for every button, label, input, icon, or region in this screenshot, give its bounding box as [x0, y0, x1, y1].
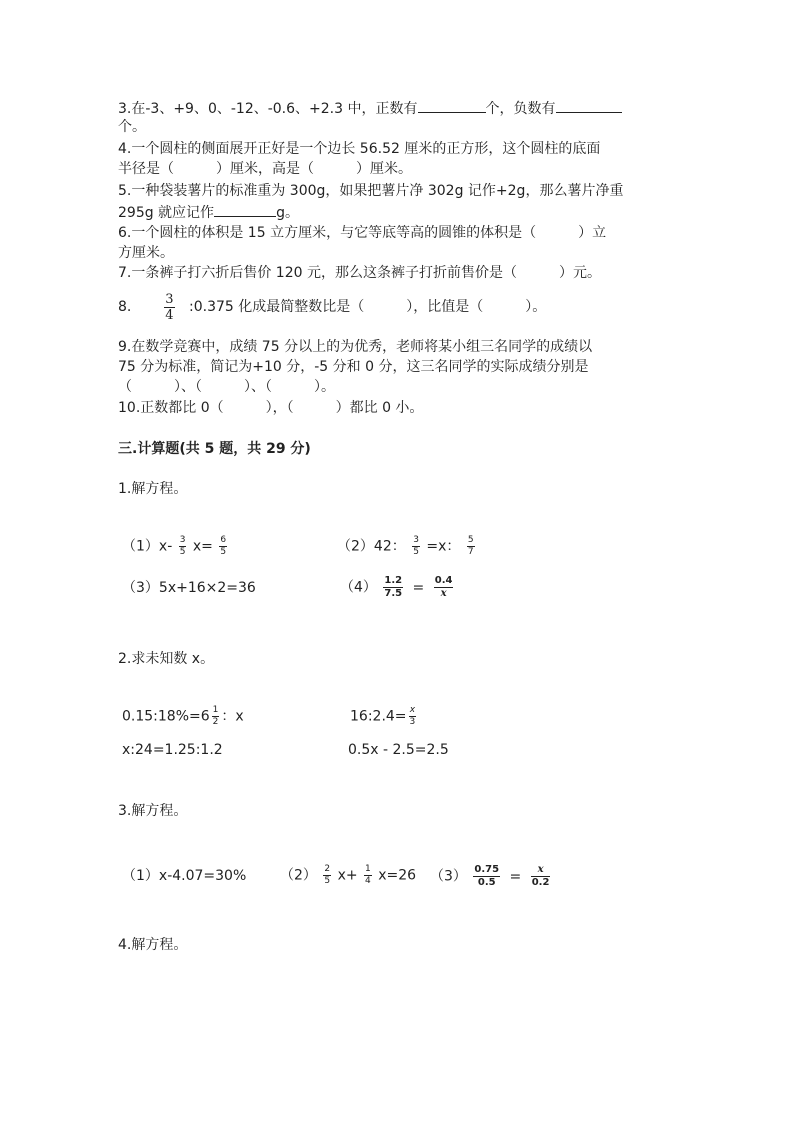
q8-frac-denominator: 4	[165, 307, 174, 323]
numerator: 2	[324, 864, 331, 874]
calc-1-p2-mid: =x：	[426, 538, 461, 555]
calc-1-p4-prefix: （4）	[340, 579, 377, 596]
calc-3-problem-2	[280, 865, 416, 886]
q8-fraction	[164, 293, 174, 322]
calc-1-p1-frac-1	[179, 536, 187, 557]
numerator: x	[537, 864, 544, 875]
calc-2-problem-d: 0.5x - 2.5=2.5	[348, 742, 449, 758]
question-6-line-1: 6.一个圆柱的体积是 15 立方厘米，与它等底等高的圆锥的体积是（ ）立	[118, 225, 607, 241]
denominator: 0.2	[531, 877, 550, 888]
calc-2-b-frac	[409, 706, 417, 727]
calc-2-b-prefix: 16:2.4=	[350, 708, 407, 725]
question-5-line-1: 5.一种袋装薯片的标准重为 300g，如果把薯片净 302g 记作+2g，那么薯片净重	[118, 183, 624, 199]
calc-1-problem-1	[122, 536, 229, 557]
question-10-line-1: 10.正数都比 0（ ），（ ）都比 0 小。	[118, 400, 424, 416]
calc-2-problem-b	[350, 706, 418, 727]
calc-2-a-prefix: 0.15:18%=6	[122, 708, 210, 725]
question-9-line-3: （ ）、（ ）、（ ）。	[118, 379, 335, 395]
calc-2-problem-c: x:24=1.25:1.2	[122, 742, 223, 758]
q3-text-a: 3.在-3、+9、0、-12、-0.6、+2.3 中，正数有	[118, 101, 418, 117]
calc-1-problem-4	[340, 576, 455, 599]
calc-2-a-suffix: ：x	[221, 708, 244, 725]
calc-2-a-frac	[212, 706, 220, 727]
denominator: 7	[467, 547, 474, 557]
calc-3-p3-frac-2	[531, 865, 551, 888]
q5-blank[interactable]	[214, 202, 276, 217]
q8-rest: :0.375 化成最简整数比是（ ），比值是（ ）。	[189, 299, 547, 315]
numerator: x	[409, 705, 416, 715]
numerator: 0.4	[434, 575, 453, 586]
denominator: 2	[212, 717, 219, 727]
denominator: 3	[409, 717, 416, 727]
numerator: 6	[220, 535, 227, 545]
q3-blank-positive[interactable]	[418, 98, 486, 113]
section-3-title: 三.计算题(共 5 题，共 29 分)	[118, 441, 311, 457]
q3-blank-negative[interactable]	[556, 98, 622, 113]
calc-3-problem-1: （1）x-4.07=30%	[122, 868, 247, 884]
calc-1-p1-prefix: （1）x-	[122, 538, 173, 555]
numerator: 1.2	[384, 575, 403, 586]
question-9-line-1: 9.在数学竞赛中，成绩 75 分以上的为优秀，老师将某小组三名同学的成绩以	[118, 339, 593, 355]
denominator: 5	[413, 547, 419, 557]
calc-3-p2-prefix: （2）	[280, 867, 317, 884]
question-7-line-1: 7.一条裤子打六折后售价 120 元，那么这条裤子打折前售价是（ ）元。	[118, 265, 601, 281]
denominator: 0.5	[477, 877, 496, 888]
calc-3-p2-mid: x+	[337, 867, 358, 884]
calc-3-p2-frac-2	[364, 865, 372, 886]
calc-1-problem-2	[337, 536, 477, 557]
numerator: 5	[467, 535, 474, 545]
question-6-line-2: 方厘米。	[118, 245, 174, 261]
q3-text-b: 个，负数有	[485, 101, 556, 117]
calc-1-p1-mid: x=	[192, 538, 213, 555]
calc-1-p4-frac-1	[383, 576, 403, 599]
calc-2-title: 2.求未知数 x。	[118, 651, 215, 667]
numerator: 1	[212, 705, 219, 715]
denominator: 7.5	[384, 588, 403, 599]
calc-3-p2-frac-1	[323, 865, 331, 886]
denominator: 5	[220, 547, 227, 557]
equals-sign: =	[412, 579, 425, 596]
numerator: 0.75	[474, 864, 500, 875]
calc-1-p2-frac-2	[467, 536, 475, 557]
calc-3-problem-3	[430, 865, 552, 888]
question-8-line	[118, 292, 546, 322]
calc-1-p2-prefix: （2）42：	[337, 538, 406, 555]
q5-text-a: 295g 就应记作	[118, 205, 215, 221]
denominator: 4	[365, 876, 371, 886]
question-3-line-1	[118, 98, 622, 118]
numerator: 3	[413, 535, 419, 545]
equals-sign: =	[509, 868, 522, 885]
question-4-line-2: 半径是（ ）厘米，高是（ ）厘米。	[118, 161, 412, 177]
numerator: 3	[179, 535, 186, 545]
question-9-line-2: 75 分为标准，简记为+10 分，-5 分和 0 分，这三名同学的实际成绩分别是	[118, 359, 589, 375]
denominator: 5	[179, 547, 186, 557]
denominator: 5	[324, 876, 331, 886]
calc-1-title: 1.解方程。	[118, 481, 188, 497]
q5-text-b: g。	[276, 205, 299, 221]
calc-3-p3-prefix: （3）	[430, 868, 467, 885]
denominator: x	[440, 588, 447, 599]
question-3-line-2	[118, 118, 146, 136]
q8-frac-numerator: 3	[165, 291, 174, 307]
q8-prefix: 8.	[118, 299, 132, 315]
calc-4-title: 4.解方程。	[118, 937, 188, 953]
calc-3-p2-suffix: x=26	[378, 867, 417, 884]
question-4-line-1: 4.一个圆柱的侧面展开正好是一个边长 56.52 厘米的正方形，这个圆柱的底面	[118, 141, 601, 157]
calc-2-problem-a	[122, 706, 244, 727]
calc-1-p2-frac-1	[412, 536, 420, 557]
calc-3-title: 3.解方程。	[118, 803, 188, 819]
calc-1-problem-3: （3）5x+16×2=36	[122, 580, 256, 596]
numerator: 1	[365, 864, 371, 874]
calc-1-p1-frac-2	[219, 536, 227, 557]
question-5-line-2	[118, 202, 299, 222]
calc-3-p3-frac-1	[473, 865, 500, 888]
calc-1-p4-frac-2	[434, 576, 454, 599]
q3-text-c: 个。	[118, 119, 146, 135]
